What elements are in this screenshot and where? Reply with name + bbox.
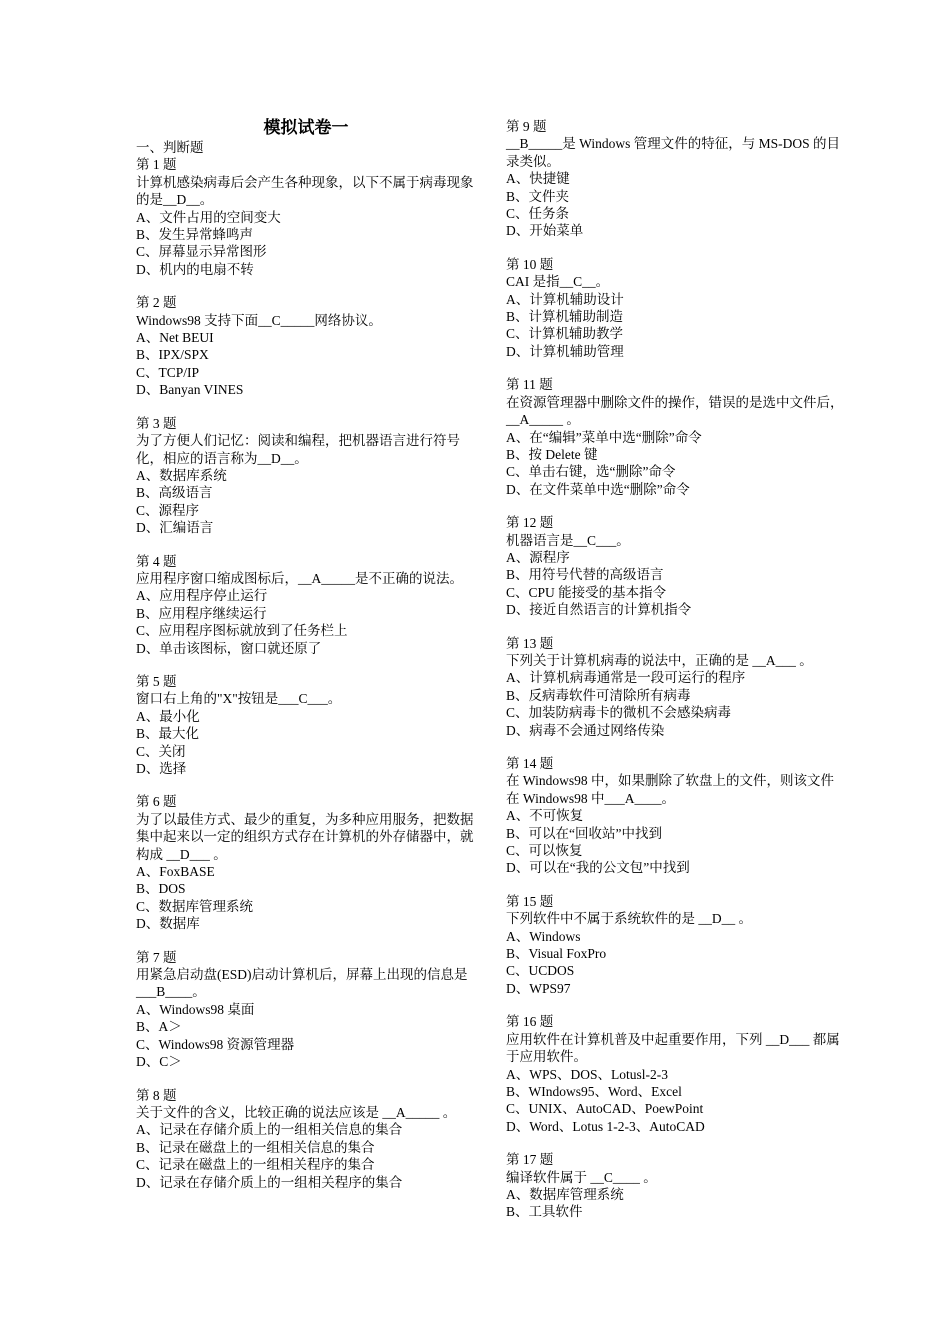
answer-option: C、Windows98 资源管理器 — [136, 1036, 295, 1052]
answer-option: C、CPU 能接受的基本指令 — [506, 584, 667, 600]
question-stem: 计算机感染病毒后会产生各种现象，以下不属于病毒现象的是__D__。 — [136, 174, 474, 208]
question-stem: 用紧急启动盘(ESD)启动计算机后，屏幕上出现的信息是___B____。 — [136, 967, 468, 1000]
question-number: 第 5 题 — [136, 673, 177, 689]
question-number: 第 2 题 — [136, 295, 177, 311]
answer-option: A、WPS、DOS、Lotusl-2-3 — [506, 1066, 669, 1082]
question-stem: 窗口右上角的"X"按钮是___C___。 — [136, 691, 342, 707]
answer-option: D、Banyan VINES — [136, 382, 244, 398]
question-block — [136, 1087, 476, 1191]
question-stem: 关于文件的含义，比较正确的说法应该是 __A_____ 。 — [136, 1104, 457, 1120]
question-number: 第 13 题 — [506, 635, 554, 651]
question-number: 第 6 题 — [136, 794, 177, 810]
answer-option: A、快捷键 — [506, 171, 570, 187]
right-column — [506, 118, 846, 1237]
answer-option: C、UNIX、AutoCAD、PoewPoint — [506, 1101, 704, 1117]
answer-option: D、数据库 — [136, 916, 200, 932]
answer-option: D、开始菜单 — [506, 223, 584, 239]
answer-option: D、记录在存储介质上的一组相关程序的集合 — [136, 1174, 403, 1190]
question-number: 第 14 题 — [506, 756, 554, 771]
answer-option: A、应用程序停止运行 — [136, 588, 268, 604]
answer-option: B、用符号代替的高级语言 — [506, 567, 664, 583]
answer-option: D、接近自然语言的计算机指令 — [506, 602, 692, 618]
left-column — [136, 118, 476, 1207]
answer-option: C、记录在磁盘上的一组相关程序的集合 — [136, 1157, 375, 1173]
answer-option: B、A＞ — [136, 1019, 182, 1035]
answer-option: A、FoxBASE — [136, 864, 215, 880]
question-number: 第 11 题 — [506, 377, 553, 393]
answer-option: B、高级语言 — [136, 485, 213, 501]
question-block — [136, 673, 476, 777]
answer-option: C、计算机辅助教学 — [506, 326, 624, 342]
answer-option: D、在文件菜单中选“删除”命令 — [506, 481, 690, 497]
answer-option: D、Word、Lotus 1-2-3、AutoCAD — [506, 1118, 705, 1134]
question-stem: 下列软件中不属于系统软件的是 __D__ 。 — [506, 911, 752, 927]
question-stem: 机器语言是__C___。 — [506, 532, 630, 548]
answer-option: D、计算机辅助管理 — [506, 343, 624, 359]
answer-option: C、数据库管理系统 — [136, 898, 254, 914]
answer-option: A、不可恢复 — [506, 808, 584, 824]
question-number: 第 7 题 — [136, 949, 177, 965]
answer-option: D、选择 — [136, 761, 187, 776]
answer-option: D、病毒不会通过网络传染 — [506, 722, 665, 738]
question-stem: 在资源管理器中删除文件的操作，错误的是选中文件后， __A_____ 。 — [506, 394, 844, 428]
answer-option: C、关闭 — [136, 743, 186, 759]
answer-option: A、最小化 — [136, 708, 200, 724]
question-number: 第 16 题 — [506, 1014, 554, 1030]
answer-option: B、按 Delete 键 — [506, 446, 598, 462]
answer-option: C、应用程序图标就放到了任务栏上 — [136, 623, 348, 639]
answer-option: B、IPX/SPX — [136, 347, 209, 363]
answer-option: B、计算机辅助制造 — [506, 309, 624, 325]
answer-option: B、DOS — [136, 881, 186, 897]
question-block — [506, 1013, 846, 1135]
question-list-right — [506, 118, 846, 1221]
question-block — [136, 294, 476, 398]
answer-option: D、C＞ — [136, 1054, 182, 1070]
answer-option: A、计算机病毒通常是一段可运行的程序 — [506, 670, 746, 686]
question-block — [506, 256, 846, 360]
page-title: 模拟试卷一 — [263, 118, 349, 138]
answer-option: C、单击右键，选“删除”命令 — [506, 464, 676, 480]
question-stem: __B_____是 Windows 管理文件的特征，与 MS-DOS 的目录类似。 — [506, 136, 840, 169]
section-heading: 一、判断题 — [136, 140, 204, 155]
question-number: 第 12 题 — [506, 515, 554, 531]
question-number: 第 8 题 — [136, 1087, 177, 1103]
answer-option: C、加装防病毒卡的微机不会感染病毒 — [506, 705, 732, 721]
answer-option: A、源程序 — [506, 549, 570, 565]
answer-option: B、反病毒软件可清除所有病毒 — [506, 687, 691, 703]
answer-option: A、Net BEUI — [136, 330, 214, 346]
question-block — [136, 949, 476, 1071]
question-block — [506, 1151, 846, 1221]
answer-option: D、WPS97 — [506, 980, 571, 996]
answer-option: C、源程序 — [136, 502, 200, 518]
question-block — [506, 118, 846, 240]
answer-option: A、文件占用的空间变大 — [136, 209, 281, 225]
question-number: 第 9 题 — [506, 119, 547, 134]
answer-option: C、TCP/IP — [136, 364, 200, 380]
answer-option: D、单击该图标，窗口就还原了 — [136, 640, 322, 656]
question-block — [506, 635, 846, 739]
answer-option: A、计算机辅助设计 — [506, 291, 624, 307]
question-block — [506, 755, 846, 877]
question-stem: 下列关于计算机病毒的说法中，正确的是 __A___ 。 — [506, 652, 813, 668]
answer-option: B、应用程序继续运行 — [136, 605, 267, 621]
answer-option: B、可以在“回收站”中找到 — [506, 825, 662, 841]
question-stem: 编译软件属于 __C____ 。 — [506, 1169, 657, 1185]
question-stem: 为了以最佳方式、最少的重复，为多种应用服务，把数据集中起来以一定的组织方式存在计算机的外存储器中，就构成 __D___ 。 — [136, 811, 474, 862]
question-stem: Windows98 支持下面__C_____网络协议。 — [136, 312, 382, 328]
question-block — [136, 156, 476, 278]
question-list-left — [136, 156, 476, 1191]
question-block — [506, 893, 846, 997]
answer-option: B、工具软件 — [506, 1204, 583, 1220]
answer-option: A、记录在存储介质上的一组相关信息的集合 — [136, 1122, 403, 1138]
question-number: 第 10 题 — [506, 256, 554, 272]
answer-option: B、文件夹 — [506, 188, 570, 204]
question-stem: 为了方便人们记忆：阅读和编程，把机器语言进行符号化，相应的语言称为__D__。 — [136, 433, 460, 466]
answer-option: B、Visual FoxPro — [506, 946, 607, 962]
answer-option: D、机内的电扇不转 — [136, 261, 254, 277]
answer-option: B、WIndows95、Word、Excel — [506, 1083, 682, 1099]
question-stem: 应用软件在计算机普及中起重要作用，下列 __D___ 都属于应用软件。 — [506, 1031, 840, 1065]
answer-option: C、可以恢复 — [506, 843, 583, 859]
answer-option: D、汇编语言 — [136, 520, 214, 536]
answer-option: B、发生异常蜂鸣声 — [136, 227, 254, 243]
answer-option: C、屏幕显示异常图形 — [136, 244, 267, 260]
answer-option: A、在“编辑”菜单中选“删除”命令 — [506, 429, 702, 445]
question-block — [506, 514, 846, 618]
question-number: 第 4 题 — [136, 553, 177, 569]
question-number: 第 15 题 — [506, 893, 554, 909]
question-number: 第 1 题 — [136, 157, 177, 173]
question-stem: 在 Windows98 中，如果删除了软盘上的文件，则该文件在 Windows98 中___A____。 — [506, 773, 834, 806]
question-block — [136, 415, 476, 537]
answer-option: A、Windows98 桌面 — [136, 1001, 255, 1017]
question-number: 第 3 题 — [136, 415, 177, 431]
answer-option: A、数据库系统 — [136, 467, 227, 483]
question-block — [506, 376, 846, 498]
question-stem: CAI 是指__C__。 — [506, 274, 610, 290]
answer-option: C、UCDOS — [506, 963, 575, 979]
answer-option: C、任务条 — [506, 206, 570, 222]
answer-option: D、可以在“我的公文包”中找到 — [506, 860, 690, 876]
answer-option: A、Windows — [506, 928, 581, 944]
question-block — [136, 793, 476, 932]
answer-option: B、记录在磁盘上的一组相关信息的集合 — [136, 1139, 375, 1155]
question-number: 第 17 题 — [506, 1152, 554, 1168]
answer-option: A、数据库管理系统 — [506, 1186, 624, 1202]
question-stem: 应用程序窗口缩成图标后，__A_____是不正确的说法。 — [136, 570, 463, 586]
answer-option: B、最大化 — [136, 726, 200, 742]
question-block — [136, 553, 476, 657]
